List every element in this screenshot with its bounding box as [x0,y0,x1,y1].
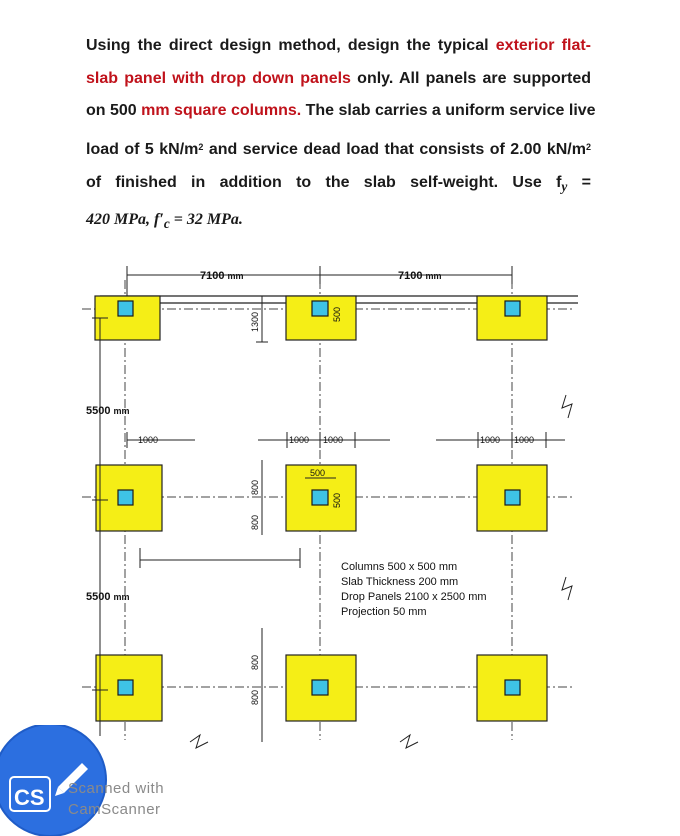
problem-line-2: slab panel with drop down panels only. All panels are supported [86,69,591,87]
dim-1300: 1300 [250,311,260,332]
dim-800: 800 [250,654,260,670]
note-projection: Projection 50 mm [341,606,427,618]
dim-1000: 1000 [289,435,310,445]
dim-500-vertical: 500 [332,492,342,508]
dim-1000: 1000 [138,435,159,445]
columns [118,301,520,695]
camscanner-watermark [0,725,200,836]
span-x-1-label: 7100 mm [200,270,244,282]
watermark-line-2: CamScanner [68,801,161,818]
problem-line-4: load of 5 $kN/m^2$ and service dead load that consists of 2.00 $kN/m^2$ [86,140,591,158]
dim-800: 800 [250,514,260,530]
column [505,490,520,505]
column [505,301,520,316]
watermark-line-1: Scanned with [68,780,165,797]
span-y-1-label: 5500 mm [86,405,130,417]
note-columns: Columns 500 x 500 mm [341,561,458,573]
column [118,490,133,505]
small-dimension-labels [138,307,534,705]
dim-1000: 1000 [514,435,535,445]
column [118,301,133,316]
note-slab-thickness: Slab Thickness 200 mm [341,576,459,588]
column [312,301,328,316]
column [312,490,328,505]
problem-line-6: 420 MPa, $f'_c = 32$ MPa. [86,210,243,231]
note-drop-panels: Drop Panels 2100 x 2500 mm [341,591,487,603]
dim-500: 500 [310,468,326,478]
drop-panels [95,296,547,721]
span-x-2-label: 7100 mm [398,270,442,282]
cs-badge-text: CS [14,785,45,810]
problem-line-3: on 500 mm square columns. The slab carries a uniform service live [86,102,596,119]
column [118,680,133,695]
column [312,680,328,695]
span-y-2-label: 5500 mm [86,591,130,603]
problem-line-5: of finished in addition to the slab self-weight. Use $f_y$ = [86,174,591,195]
dim-1000: 1000 [323,435,344,445]
column [505,680,520,695]
dim-500-top: 500 [332,306,342,322]
dim-800: 800 [250,689,260,705]
problem-line-1: Using the direct design method, design the typical exterior flat- [86,37,592,54]
dim-800: 800 [250,479,260,495]
drawing-notes [341,561,487,618]
dim-1000: 1000 [480,435,501,445]
